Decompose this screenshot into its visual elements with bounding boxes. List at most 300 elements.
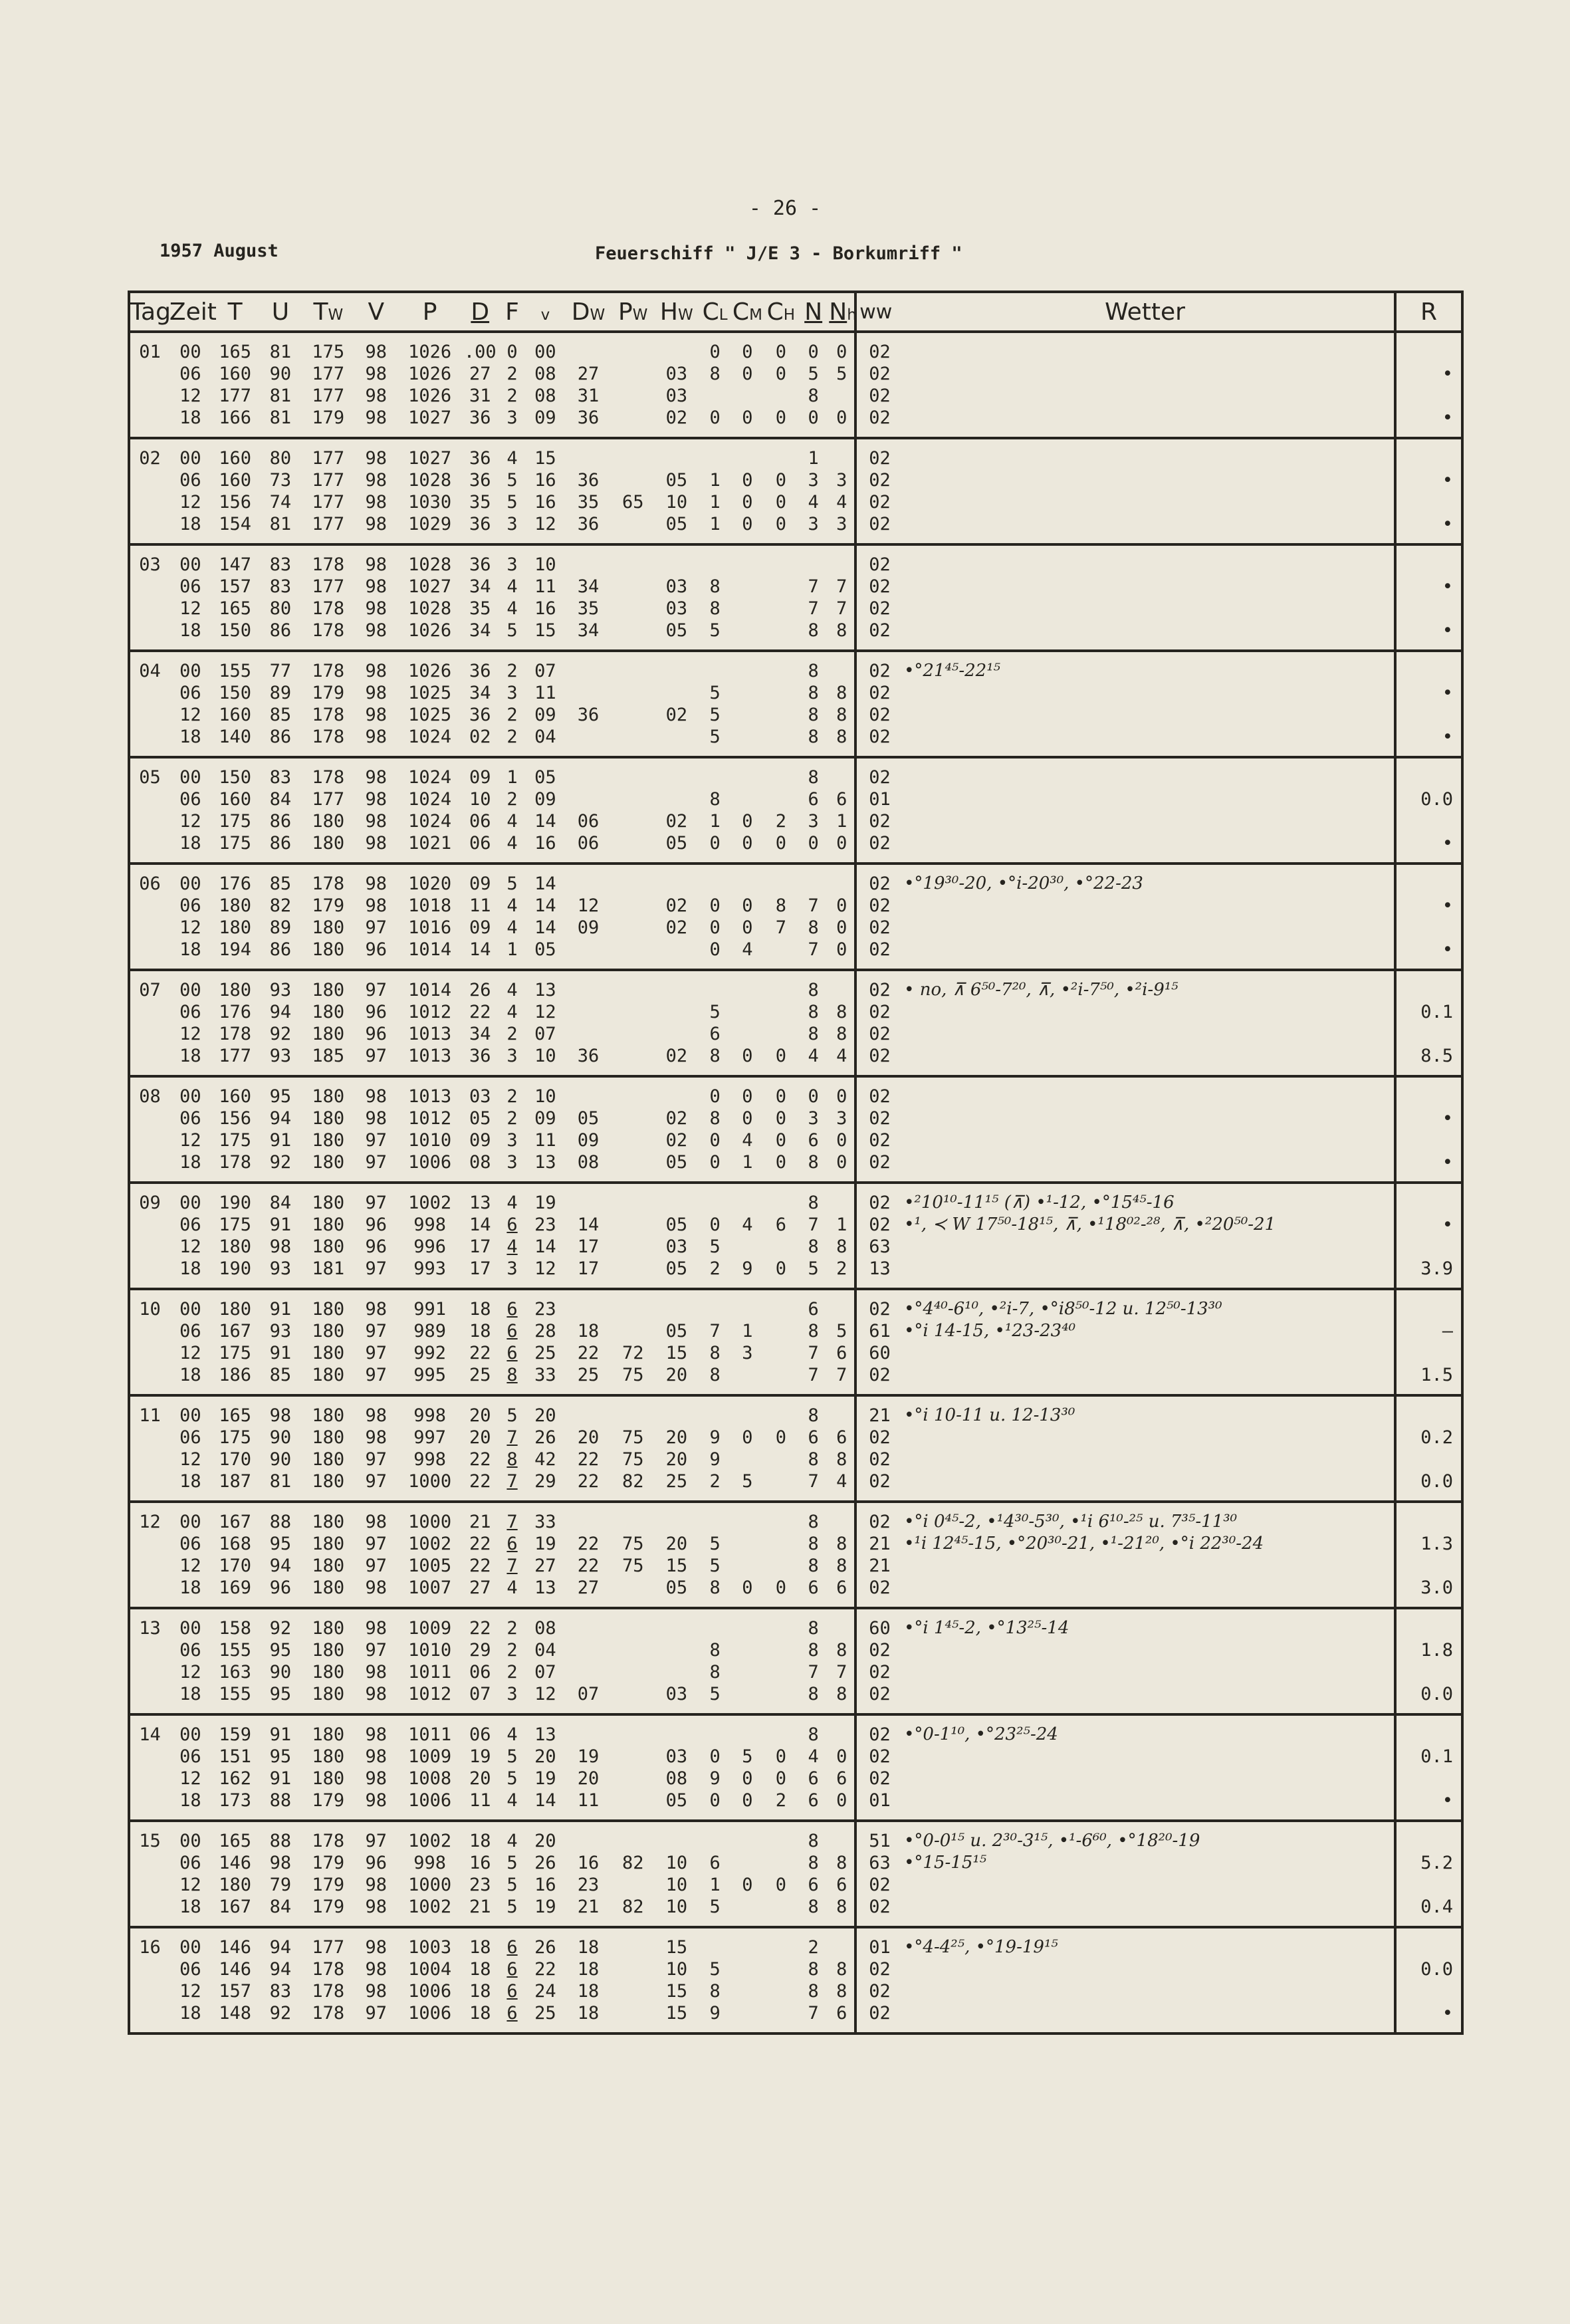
cell-cm xyxy=(730,1023,764,1045)
cell-zeit: 18 xyxy=(169,1896,211,1927)
cell-tw: 177 xyxy=(312,492,345,513)
cell-u: 95 xyxy=(269,1746,292,1767)
cell-r xyxy=(1395,1076,1462,1107)
cell-n: 7 xyxy=(808,598,819,619)
cell-tw: 177 xyxy=(312,1937,345,1958)
cell-cm xyxy=(730,651,764,682)
cell-ch: 2 xyxy=(775,811,786,832)
cell-cm xyxy=(730,598,764,620)
cell-f: 4 xyxy=(506,1236,518,1257)
cell-t: 180 xyxy=(219,1875,252,1895)
cell-tag xyxy=(129,598,169,620)
cell-nh: 0 xyxy=(829,939,855,970)
cell-hw: 02 xyxy=(665,895,688,916)
cell-f: 4 xyxy=(499,1577,526,1608)
cell-zeit: 12 xyxy=(179,1875,201,1895)
cell-t: 157 xyxy=(219,1981,252,2002)
cell-p: 1028 xyxy=(408,598,452,619)
cell-vv: 14 xyxy=(534,1236,556,1257)
cell-zeit: 06 xyxy=(179,470,201,491)
cell-nh: 8 xyxy=(836,1853,847,1873)
cell-tag xyxy=(129,917,169,939)
cell-cl: 8 xyxy=(709,789,721,810)
cell-pw: 75 xyxy=(612,1364,654,1395)
cell-v: 97 xyxy=(365,1449,388,1470)
cell-cl: 8 xyxy=(709,1640,721,1661)
cell-r xyxy=(1395,332,1462,363)
cell-u: 95 xyxy=(269,1640,292,1661)
cell-cl xyxy=(699,970,730,1001)
cell-d: 22 xyxy=(469,1343,491,1363)
cell-r: 1.5 xyxy=(1395,1364,1462,1395)
cell-d: .00 xyxy=(463,342,497,362)
cell-p: 1026 xyxy=(408,661,452,681)
cell-vv: 19 xyxy=(534,1768,556,1789)
cell-n: 8 xyxy=(808,683,819,703)
cell-pw xyxy=(612,682,654,704)
cell-ch xyxy=(764,1661,798,1683)
cell-f: 2 xyxy=(506,1618,518,1639)
cell-zeit: 18 xyxy=(169,832,211,864)
cell-zeit: 00 xyxy=(179,1405,201,1426)
cell-nh: 2 xyxy=(829,1258,855,1289)
cell-p: 996 xyxy=(413,1236,446,1257)
cell-nh xyxy=(829,1183,855,1214)
cell-u: 81 xyxy=(259,513,302,544)
cell-nh: 7 xyxy=(836,598,847,619)
table-row xyxy=(129,1001,1462,1023)
cell-d: 18 xyxy=(469,1981,491,2002)
cell-cm: 0 xyxy=(742,1086,753,1107)
cell-ww: 02 xyxy=(855,469,896,491)
table-row xyxy=(129,1852,1462,1874)
table-row xyxy=(129,704,1462,726)
cell-t: 156 xyxy=(219,1108,252,1129)
cell-zeit: 00 xyxy=(179,554,201,575)
cell-cm xyxy=(730,1714,764,1746)
cell-pw: 82 xyxy=(612,1470,654,1502)
cell-hw: 02 xyxy=(665,1108,688,1129)
cell-cl: 0 xyxy=(709,895,721,916)
cell-dw: 09 xyxy=(577,917,600,938)
cell-dw xyxy=(564,1502,612,1533)
cell-wetter xyxy=(896,438,1395,469)
cell-n: 7 xyxy=(808,1343,819,1363)
cell-f: 4 xyxy=(506,1724,518,1745)
cell-tag xyxy=(129,1661,169,1683)
cell-zeit: 18 xyxy=(169,726,211,757)
cell-d: 35 xyxy=(469,492,491,513)
cell-nh: 0 xyxy=(829,1151,855,1183)
cell-hw: 03 xyxy=(665,1236,688,1257)
cell-cl: 8 xyxy=(709,1981,721,2002)
cell-pw xyxy=(612,1320,654,1342)
cell-wetter xyxy=(896,1683,1395,1714)
cell-cm: 4 xyxy=(730,939,764,970)
cell-tag xyxy=(129,491,169,513)
cell-wetter xyxy=(896,1107,1395,1129)
cell-f: 2 xyxy=(506,705,518,725)
cell-zeit: 12 xyxy=(179,1662,201,1683)
cell-vv: 07 xyxy=(534,661,556,681)
cell-hw: 03 xyxy=(665,598,688,619)
cell-r xyxy=(1395,491,1462,513)
cell-ww: 02 xyxy=(855,1470,896,1502)
cell-u: 83 xyxy=(269,1981,292,2002)
cell-zeit: 00 xyxy=(179,980,201,1000)
cell-u: 91 xyxy=(269,1343,292,1363)
cell-pw xyxy=(612,1608,654,1639)
cell-zeit: 12 xyxy=(179,1236,201,1257)
cell-ch xyxy=(764,620,798,651)
cell-pw xyxy=(612,1023,654,1045)
cell-f: 5 xyxy=(506,1875,518,1895)
cell-d: 18 xyxy=(469,1959,491,1980)
cell-n: 4 xyxy=(798,1045,829,1076)
cell-u: 74 xyxy=(269,492,292,513)
cell-ch xyxy=(764,1821,798,1852)
cell-cl: 5 xyxy=(709,705,721,725)
cell-dw: 22 xyxy=(577,1343,600,1363)
cell-r: 0.2 xyxy=(1395,1427,1462,1449)
cell-cm: 3 xyxy=(742,1343,753,1363)
table-row xyxy=(129,651,1462,682)
cell-u: 91 xyxy=(269,1215,292,1235)
cell-tag xyxy=(129,1639,169,1661)
cell-dw: 19 xyxy=(577,1746,600,1767)
table-row xyxy=(129,1470,1462,1502)
cell-cm: 0 xyxy=(730,1045,764,1076)
cell-cl: 7 xyxy=(709,1321,721,1341)
cell-cl: 1 xyxy=(709,492,721,513)
cell-cl: 0 xyxy=(699,1790,730,1821)
cell-d: 09 xyxy=(469,917,491,938)
cell-t: 146 xyxy=(219,1853,252,1873)
table-row xyxy=(129,1236,1462,1258)
cell-dw: 05 xyxy=(577,1108,600,1129)
cell-vv: 13 xyxy=(534,1724,556,1745)
cell-t: 146 xyxy=(219,1937,252,1958)
cell-wetter xyxy=(896,1980,1395,2002)
cell-tw: 178 xyxy=(312,2003,345,2024)
cell-cl: 8 xyxy=(709,1108,721,1129)
cell-d: 14 xyxy=(462,939,499,970)
cell-p: 1010 xyxy=(408,1130,452,1151)
cell-zeit: 18 xyxy=(169,407,211,438)
cell-pw xyxy=(612,1746,654,1768)
cell-pw xyxy=(612,1107,654,1129)
cell-wetter xyxy=(896,385,1395,407)
cell-p: 1007 xyxy=(397,1577,462,1608)
cell-cl: 0 xyxy=(709,1086,721,1107)
cell-d: 06 xyxy=(469,1724,491,1745)
cell-cl xyxy=(699,1502,730,1533)
cell-p: 1000 xyxy=(397,1470,462,1502)
cell-f: 2 xyxy=(499,726,526,757)
cell-cl xyxy=(699,1608,730,1639)
cell-nh: 8 xyxy=(836,1024,847,1044)
cell-tag xyxy=(129,576,169,598)
cell-hw xyxy=(654,682,699,704)
cell-t: 180 xyxy=(219,917,252,938)
cell-n: 8 xyxy=(808,1981,819,2002)
cell-ww: 02 xyxy=(855,895,896,917)
cell-f: 5 xyxy=(506,1768,518,1789)
cell-cm xyxy=(730,544,764,576)
cell-ch xyxy=(764,1927,798,1958)
cell-u: 88 xyxy=(269,1512,292,1532)
table-row xyxy=(129,1427,1462,1449)
cell-ww: 02 xyxy=(855,1076,896,1107)
cell-n: 1 xyxy=(808,448,819,469)
cell-ww: 01 xyxy=(855,1927,896,1958)
cell-wetter xyxy=(896,1342,1395,1364)
cell-cm: 0 xyxy=(742,1427,753,1448)
cell-tw: 177 xyxy=(312,470,345,491)
cell-wetter xyxy=(896,1555,1395,1577)
cell-nh xyxy=(829,544,855,576)
cell-d: 06 xyxy=(462,832,499,864)
cell-wetter xyxy=(896,1364,1395,1395)
cell-v: 98 xyxy=(365,492,388,513)
cell-v: 97 xyxy=(354,1258,397,1289)
cell-zeit: 18 xyxy=(179,2003,201,2024)
cell-r: • xyxy=(1395,1790,1462,1821)
cell-tag: 14 xyxy=(139,1724,161,1745)
cell-zeit: 18 xyxy=(169,1790,211,1821)
cell-vv: 16 xyxy=(534,1875,556,1895)
cell-tag: 13 xyxy=(139,1618,161,1639)
cell-tag xyxy=(129,2002,169,2034)
cell-hw: 05 xyxy=(654,1151,699,1183)
cell-zeit: 18 xyxy=(169,1470,211,1502)
cell-ch xyxy=(764,1289,798,1320)
cell-cl xyxy=(699,385,730,407)
cell-zeit: 00 xyxy=(179,767,201,788)
cell-dw: 06 xyxy=(564,832,612,864)
cell-pw xyxy=(612,895,654,917)
cell-d: 36 xyxy=(469,448,491,469)
cell-hw xyxy=(654,864,699,895)
cell-u: 80 xyxy=(269,448,292,469)
cell-wetter xyxy=(896,1076,1395,1107)
cell-ch: 0 xyxy=(775,1746,786,1767)
cell-zeit: 18 xyxy=(169,1258,211,1289)
cell-v: 98 xyxy=(365,1512,388,1532)
cell-tw: 180 xyxy=(312,1427,345,1448)
cell-r: • xyxy=(1395,2002,1462,2034)
cell-tag xyxy=(129,1896,169,1927)
cell-ch xyxy=(764,1958,798,1980)
cell-t: 169 xyxy=(211,1577,259,1608)
cell-cm xyxy=(730,726,764,757)
cell-dw: 36 xyxy=(564,1045,612,1076)
cell-pw xyxy=(612,598,654,620)
cell-vv: 14 xyxy=(534,873,556,894)
cell-wetter xyxy=(896,832,1395,864)
cell-t: 147 xyxy=(219,554,252,575)
cell-vv: 27 xyxy=(534,1556,556,1576)
col-header-dw: DW xyxy=(564,292,612,332)
cell-tag xyxy=(129,407,169,438)
cell-v: 98 xyxy=(365,1959,388,1980)
cell-vv: 22 xyxy=(534,1959,556,1980)
cell-t: 160 xyxy=(219,789,252,810)
cell-v: 98 xyxy=(365,705,388,725)
cell-u: 81 xyxy=(269,386,292,406)
cell-wetter xyxy=(896,1258,1395,1289)
cell-cm: 0 xyxy=(730,832,764,864)
cell-wetter xyxy=(896,576,1395,598)
cell-f: 5 xyxy=(499,620,526,651)
page-number: - 26 - xyxy=(748,197,822,220)
cell-tw: 180 xyxy=(312,1343,345,1363)
cell-cl: 8 xyxy=(709,1343,721,1363)
cell-cm xyxy=(730,682,764,704)
cell-n: 6 xyxy=(808,789,819,810)
cell-dw xyxy=(564,1661,612,1683)
cell-ch: 0 xyxy=(764,1151,798,1183)
cell-d: 19 xyxy=(469,1746,491,1767)
cell-p: 1030 xyxy=(408,492,452,513)
cell-f: 4 xyxy=(506,448,518,469)
cell-tw: 177 xyxy=(312,386,345,406)
cell-v: 96 xyxy=(365,1215,388,1235)
cell-f: 6 xyxy=(506,1321,518,1341)
cell-ww: 02 xyxy=(855,1896,896,1927)
cell-ch xyxy=(764,1001,798,1023)
cell-r xyxy=(1395,1342,1462,1364)
cell-dw: 18 xyxy=(577,1981,600,2002)
cell-t: 160 xyxy=(219,364,252,384)
cell-nh: 3 xyxy=(836,1108,847,1129)
cell-ww: 61 xyxy=(855,1320,896,1342)
cell-u: 90 xyxy=(269,1662,292,1683)
cell-tag: 12 xyxy=(139,1512,161,1532)
cell-hw xyxy=(654,332,699,363)
cell-p: 1024 xyxy=(408,811,452,832)
cell-t: 187 xyxy=(211,1470,259,1502)
col-header-zeit: Zeit xyxy=(169,292,211,332)
cell-tw: 180 xyxy=(302,832,354,864)
cell-v: 97 xyxy=(365,1556,388,1576)
cell-d: 22 xyxy=(469,1534,491,1554)
cell-hw: 05 xyxy=(654,1790,699,1821)
cell-wetter xyxy=(896,1958,1395,1980)
cell-t: 163 xyxy=(219,1662,252,1683)
table-row xyxy=(129,1821,1462,1852)
cell-wetter xyxy=(896,917,1395,939)
cell-t: 180 xyxy=(219,980,252,1000)
cell-ch xyxy=(764,1608,798,1639)
cell-tw: 178 xyxy=(312,873,345,894)
table-row xyxy=(129,1258,1462,1289)
cell-wetter: •¹i 12⁴⁵-15, •°20³⁰-21, •¹-21²⁰, •°i 22³⁰-24 xyxy=(904,1534,1264,1554)
cell-pw xyxy=(612,1661,654,1683)
cell-cl: 8 xyxy=(709,364,721,384)
cell-p: 1012 xyxy=(408,1108,452,1129)
cell-n: 8 xyxy=(808,1321,819,1341)
cell-f: 7 xyxy=(499,1470,526,1502)
cell-nh: 3 xyxy=(829,513,855,544)
cell-cm xyxy=(730,864,764,895)
cell-tag xyxy=(129,895,169,917)
cell-tag xyxy=(129,1980,169,2002)
cell-dw: 18 xyxy=(577,1959,600,1980)
cell-cm: 0 xyxy=(730,407,764,438)
cell-pw xyxy=(612,1790,654,1821)
cell-hw: 20 xyxy=(665,1427,688,1448)
cell-d: 20 xyxy=(469,1427,491,1448)
cell-dw xyxy=(564,788,612,810)
table-row xyxy=(129,1533,1462,1555)
cell-v: 98 xyxy=(365,683,388,703)
cell-zeit: 06 xyxy=(179,364,201,384)
cell-f: 7 xyxy=(506,1427,518,1448)
cell-dw: 34 xyxy=(577,576,600,597)
cell-pw xyxy=(612,832,654,864)
cell-ch: 0 xyxy=(764,832,798,864)
cell-t: 146 xyxy=(219,1959,252,1980)
cell-wetter xyxy=(896,1746,1395,1768)
cell-t: 165 xyxy=(219,1831,252,1851)
cell-n: 3 xyxy=(808,470,819,491)
cell-p: 1006 xyxy=(408,2003,452,2024)
cell-ch xyxy=(764,704,798,726)
table-row xyxy=(129,407,1462,438)
cell-wetter: •°4-4²⁵, •°19-19¹⁵ xyxy=(904,1937,1058,1957)
cell-v: 97 xyxy=(354,1364,397,1395)
cell-r: 0.0 xyxy=(1395,788,1462,810)
cell-cm: 1 xyxy=(742,1321,753,1341)
cell-u: 92 xyxy=(269,1024,292,1044)
cell-zeit: 18 xyxy=(169,1151,211,1183)
cell-r xyxy=(1395,1661,1462,1683)
cell-dw: 08 xyxy=(564,1151,612,1183)
cell-cm xyxy=(730,788,764,810)
cell-cl: 5 xyxy=(709,1959,721,1980)
cell-tw: 178 xyxy=(312,1981,345,2002)
table-row xyxy=(129,832,1462,864)
cell-u: 92 xyxy=(259,1151,302,1183)
cell-zeit: 00 xyxy=(179,448,201,469)
cell-t: 186 xyxy=(211,1364,259,1395)
cell-v: 98 xyxy=(365,1618,388,1639)
cell-tw: 180 xyxy=(312,1130,345,1151)
cell-u: 92 xyxy=(269,1618,292,1639)
cell-t: 178 xyxy=(211,1151,259,1183)
cell-f: 4 xyxy=(506,576,518,597)
cell-tag xyxy=(129,1555,169,1577)
cell-d: 35 xyxy=(469,598,491,619)
cell-ch: 0 xyxy=(775,1875,786,1895)
cell-vv: 23 xyxy=(534,1299,556,1320)
cell-f: 3 xyxy=(499,513,526,544)
cell-v: 98 xyxy=(354,832,397,864)
cell-u: 91 xyxy=(269,1724,292,1745)
cell-cm: 0 xyxy=(742,470,753,491)
cell-tag xyxy=(129,682,169,704)
cell-tw: 180 xyxy=(312,1768,345,1789)
cell-t: 162 xyxy=(219,1768,252,1789)
cell-wetter xyxy=(896,407,1395,438)
table-row xyxy=(129,1874,1462,1896)
cell-pw xyxy=(612,1045,654,1076)
cell-cl: 9 xyxy=(709,1427,721,1448)
cell-cl: 0 xyxy=(709,1746,721,1767)
cell-hw xyxy=(654,1608,699,1639)
cell-t: 167 xyxy=(211,1896,259,1927)
